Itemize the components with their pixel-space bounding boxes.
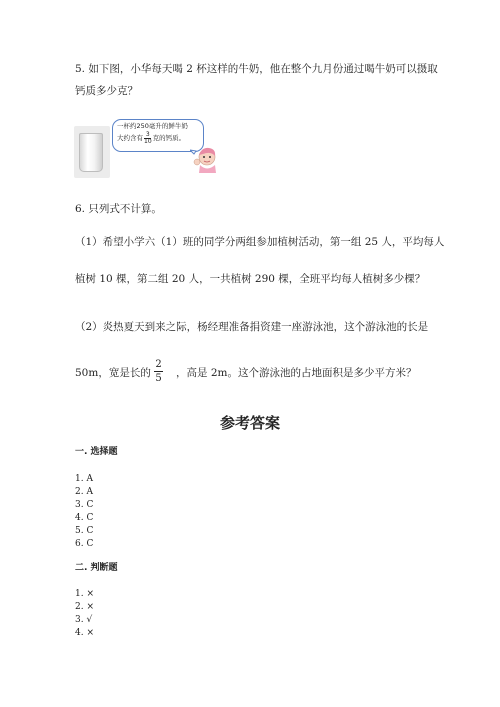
- q6-part2-fraction-numerator: 2: [155, 359, 162, 370]
- bubble-fraction: [144, 132, 152, 145]
- bubble-fraction-numerator: 3: [145, 131, 150, 138]
- bubble-fraction-denominator: 10: [144, 138, 152, 145]
- q6-part2-fraction-denominator: 5: [155, 373, 162, 384]
- answer-1-1: 1. A: [75, 474, 93, 484]
- answer-1-3: 3. C: [75, 500, 94, 510]
- bubble-line1: 一杯约250毫升的鲜牛奶: [117, 122, 188, 130]
- answer-2-1: 1. ×: [75, 589, 94, 599]
- section2-heading: 二. 判断题: [75, 563, 118, 573]
- q6-part2-fraction: [154, 359, 163, 384]
- milk-glass-icon: [79, 133, 103, 172]
- q6-part2-line1: （2）炎热夏天到来之际，杨经理准备捐资建一座游泳池，这个游泳池的长是: [75, 321, 429, 333]
- bubble-line2-post: 克的钙质。: [152, 134, 186, 142]
- answer-1-4: 4. C: [75, 513, 94, 523]
- q6-part1-line2: 植树 10 棵，第二组 20 人，一共植树 290 棵，全班平均每人植树多少棵？: [75, 273, 426, 285]
- q6-part1-line1: （1）希望小学六（1）班的同学分两组参加植树活动，第一组 25 人，平均每人: [75, 236, 445, 248]
- q6-part2-line2-post: ，高是 2m。这个游泳池的占地面积是多少平方米？: [176, 367, 417, 379]
- answer-2-4: 4. ×: [75, 628, 94, 638]
- q6-title: 6. 只列式不计算。: [75, 203, 162, 215]
- q5-line1: 5. 如下图，小华每天喝 2 杯这样的牛奶，他在整个九月份通过喝牛奶可以摄取: [75, 63, 438, 75]
- answers-title: 参考答案: [219, 414, 280, 432]
- child-icon: [190, 142, 222, 174]
- q5-line2: 钙质多少克？: [75, 85, 138, 97]
- answer-2-3: 3. √: [75, 615, 93, 625]
- q6-part2-line2-pre: 50m，宽是长的: [75, 367, 151, 379]
- answer-2-2: 2. ×: [75, 602, 94, 612]
- answer-1-2: 2. A: [75, 487, 93, 497]
- bubble-line2: [117, 132, 185, 145]
- answer-1-5: 5. C: [75, 526, 94, 536]
- answer-1-6: 6. C: [75, 539, 94, 549]
- bubble-line2-pre: 大约含有: [117, 134, 143, 142]
- section1-heading: 一. 选择题: [75, 447, 118, 457]
